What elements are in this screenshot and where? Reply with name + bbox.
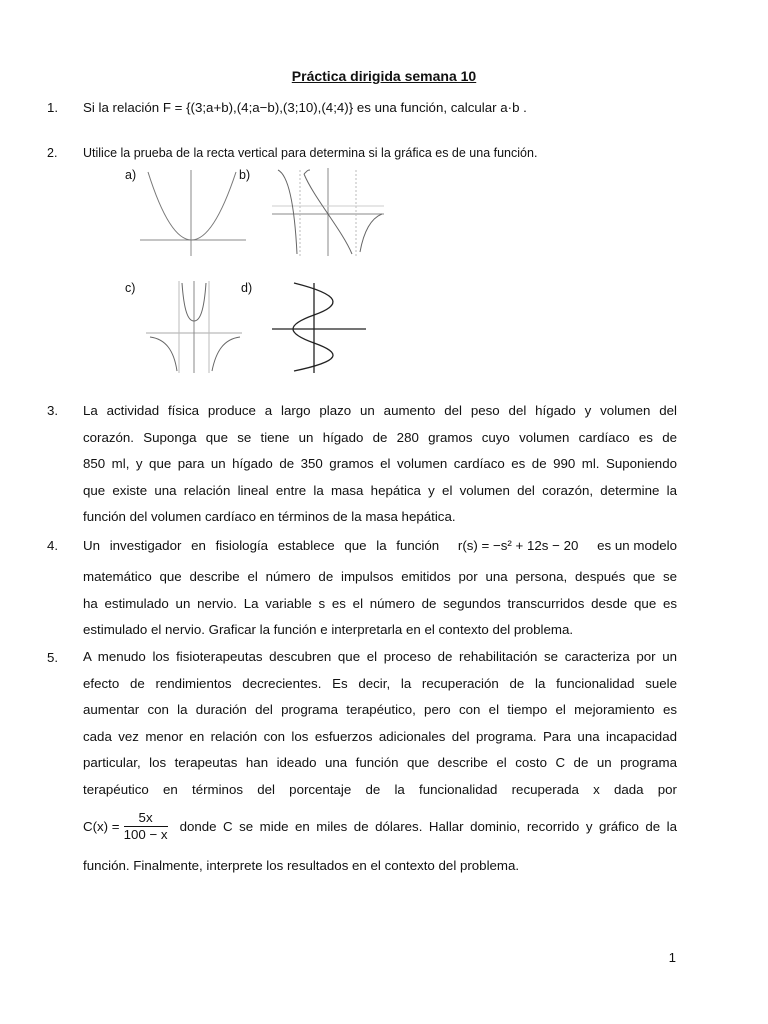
fraction-denominator: 100 − x xyxy=(123,827,168,842)
question-4-intro-end: es un modelo xyxy=(597,538,677,553)
question-3-line: función del volumen cardíaco en términos de la masa hepática. xyxy=(83,509,456,524)
graph-b-label: b) xyxy=(239,168,251,182)
question-5-line: terapéutico en términos del porcentaje de la funcionalidad recuperada x dada por xyxy=(83,781,677,797)
cost-function-lhs: C(x) = xyxy=(83,819,120,834)
question-5-text xyxy=(83,644,677,803)
question-5-line: particular, los terapeutas han ideado una función que describe el costo C de un programa xyxy=(83,755,677,770)
question-3-line: La actividad física produce a largo plazo un aumento del peso del hígado y volumen del xyxy=(83,403,677,418)
question-4-first-line xyxy=(83,538,677,553)
graph-a-label: a) xyxy=(125,168,137,182)
question-1-relation: F = {(3;a+b),(4;a−b),(3;10),(4;4)} xyxy=(162,100,354,115)
question-3-line: que existe una relación lineal entre la masa hepática y el volumen del corazón, determine la xyxy=(83,482,677,498)
graph-c-label: c) xyxy=(125,281,136,295)
question-3-line: 850 ml, y que para un hígado de 350 gramos el volumen cardíaco es de 990 ml. Suponiendo xyxy=(83,456,677,471)
question-1-prefix: Si la relación xyxy=(83,100,163,115)
question-5-line: A menudo los fisioterapeutas descubren que el proceso de rehabilitación se caracteriza por un xyxy=(83,649,677,664)
question-4-function: r(s) = −s² + 12s − 20 xyxy=(457,538,579,553)
question-1-suffix: es una función, calcular xyxy=(353,100,501,115)
question-3-number: 3. xyxy=(47,403,59,418)
graph-c xyxy=(146,281,242,373)
question-5-line: aumentar con la duración del programa terapéutico, pero con el tiempo el mejoramiento es xyxy=(83,702,677,717)
question-1-end: . xyxy=(519,100,527,115)
fraction-numerator: 5x xyxy=(124,810,168,827)
question-2-number: 2. xyxy=(47,146,58,160)
question-1-number: 1. xyxy=(47,100,59,115)
question-4-line: matemático que describe el número de impulsos emitidos por una persona, después que se xyxy=(83,569,677,584)
question-5-last-line: función. Finalmente, interprete los resultados en el contexto del problema. xyxy=(83,858,520,873)
question-4-number: 4. xyxy=(47,538,59,553)
question-5-line: cada vez menor en relación con los esfuerzos adicionales del programa. Para una incapacidad xyxy=(83,728,677,744)
question-1-text xyxy=(83,100,527,115)
question-3-line: corazón. Suponga que se tiene un hígado de 280 gramos cuyo volumen cardíaco es de xyxy=(83,429,677,445)
question-3-text xyxy=(83,398,677,531)
question-5-number: 5. xyxy=(47,650,59,665)
graph-d-label: d) xyxy=(241,281,253,295)
page-title: Práctica dirigida semana 10 xyxy=(291,68,477,84)
question-5-formula-line xyxy=(83,810,677,843)
graph-d xyxy=(272,281,368,373)
page-number: 1 xyxy=(668,950,676,965)
question-1-product: a·b xyxy=(500,100,520,115)
cost-function-fraction xyxy=(124,810,168,843)
question-5-formula-text: donde C se mide en miles de dólares. Hallar dominio, recorrido y gráfico de la xyxy=(179,819,677,834)
question-4-line: ha estimulado un nervio. La variable s es el número de segundos transcurridos desde que es xyxy=(83,595,677,611)
graph-a xyxy=(140,168,251,258)
question-5-line: efecto de rendimientos decrecientes. Es decir, la recuperación de la funcionalidad suele xyxy=(83,675,677,691)
graph-b xyxy=(272,168,384,258)
question-4-line: estimulado el nervio. Graficar la función e interpretarla en el contexto del problema. xyxy=(83,622,574,637)
question-4-text xyxy=(83,564,677,644)
question-4-intro: Un investigador en fisiología establece que la función xyxy=(83,538,440,553)
question-2-text: Utilice la prueba de la recta vertical para determina si la gráfica es de una función. xyxy=(83,146,538,160)
